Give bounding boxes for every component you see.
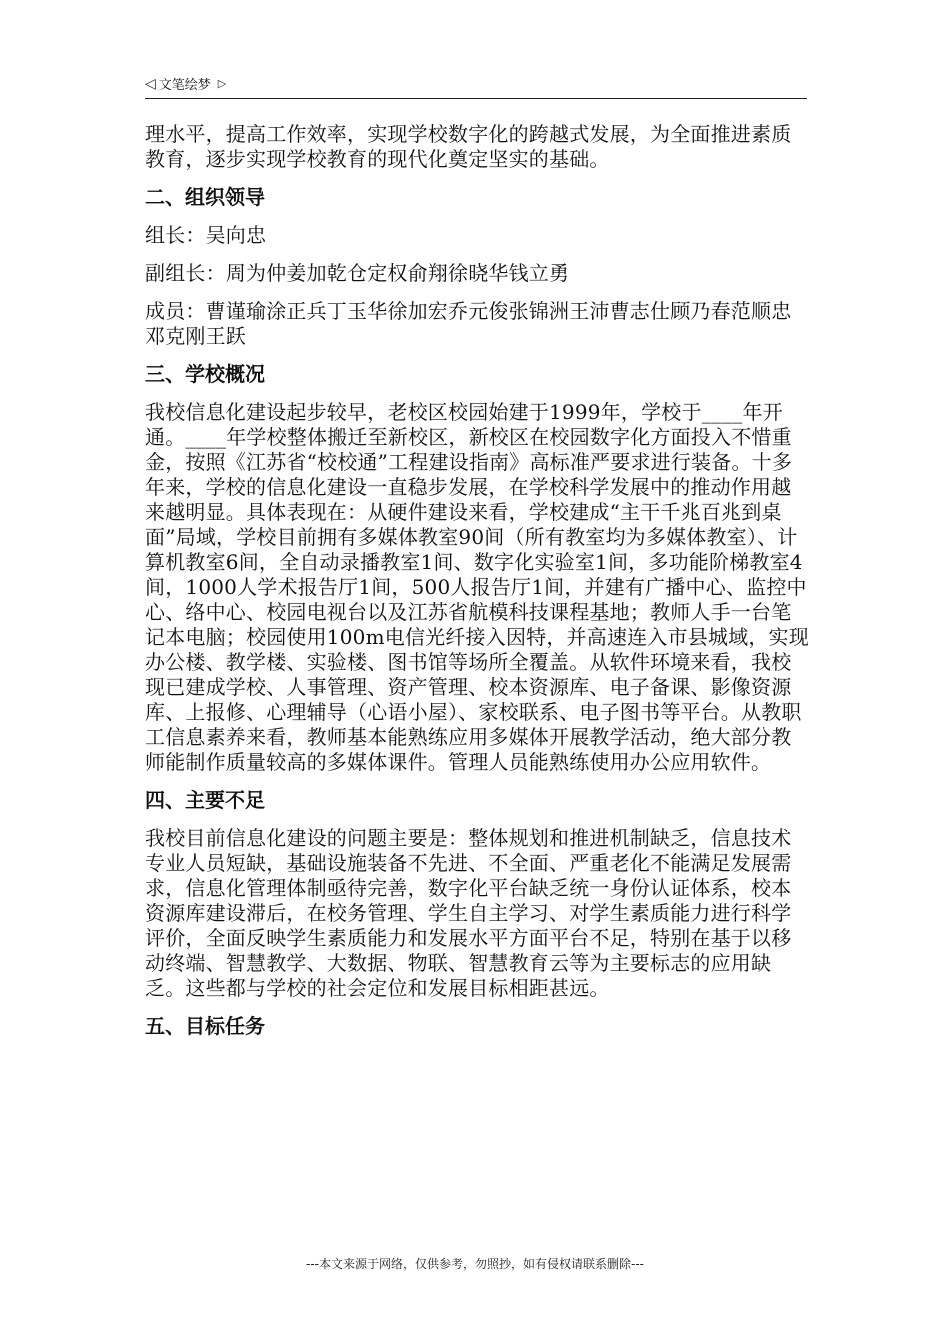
footer-disclaimer: ---本文来源于网络，仅供参考，勿照抄，如有侵权请联系删除--- xyxy=(306,1257,644,1271)
section-heading: 二、组织领导 xyxy=(145,185,265,209)
section-heading: 四、主要不足 xyxy=(145,788,265,812)
header-brand xyxy=(145,74,226,93)
triangle-right-icon: ▷ xyxy=(217,77,227,90)
paragraph: 组长：吴向忠 xyxy=(145,223,267,247)
section-heading: 五、目标任务 xyxy=(145,1014,265,1038)
paragraph: 副组长：周为仲姜加乾仓定权俞翔徐晓华钱立勇 xyxy=(145,261,570,285)
brand-text: 文笔绘梦 xyxy=(158,78,211,93)
paragraph: 理水平，提高工作效率，实现学校数字化的跨越式发展，为全面推进素质教育，逐步实现学校教育的现代化奠定坚实的基础。 xyxy=(145,122,792,171)
paragraph: 我校信息化建设起步较早，老校区校园始建于1999年，学校于____年开通。____年学校整体搬迁至新校区，新校区在校园数字化方面投入不惜重金，按照《江苏省“校校通”工程建设指南》高标准严要求进行装备。十多年来，学校的信息化建设一直稳步发展，在学校科学发展中的推动作用越来越明显。具体表现在：从硬件建设来看，学校建成“主干千兆百兆到桌面”局域，学校目前拥有多媒体教室90间（所有教室均为多媒体教室）、计算机教室6间，全自动录播教室1间、数字化实验室1间，多功能阶梯教室4间，1000人学术报告厅1间，500人报告厅1间，并建有广播中心、监控中心、络中心、校园电视台以及江苏省航模科技课程基地；教师人手一台笔记本电脑；校园使用100m电信光纤接入因特，并高速连入市县城域，实现办公楼、教学楼、实验楼、图书馆等场所全覆盖。从软件环境来看，我校现已建成学校、人事管理、资产管理、校本资源库、电子备课、影像资源库、上报修、心理辅导（心语小屋）、家校联系、电子图书等平台。从教职工信息素养来看，教师基本能熟练应用多媒体开展教学活动，绝大部分教师能制作质量较高的多媒体课件。管理人员能熟练使用办公应用软件。 xyxy=(145,400,809,774)
paragraph: 成员：曹谨瑜涂正兵丁玉华徐加宏乔元俊张锦洲王沛曹志仕顾乃春范顺忠邓克刚王跃 xyxy=(145,299,792,348)
section-heading: 三、学校概况 xyxy=(145,362,265,386)
page-header xyxy=(145,72,807,99)
triangle-left-icon: ◁ xyxy=(145,75,156,92)
document-body xyxy=(145,122,810,1052)
paragraph: 我校目前信息化建设的问题主要是：整体规划和推进机制缺乏，信息技术专业人员短缺，基础设施装备不先进、不全面、严重老化不能满足发展需求，信息化管理体制亟待完善，数字化平台缺乏统一身份认证体系，校本资源库建设滞后，在校务管理、学生自主学习、对学生素质能力进行科学评价，全面反映学生素质能力和发展水平方面平台不足，特别在基于以移动终端、智慧教学、大数据、物联、智慧教育云等为主要标志的应用缺乏。这些都与学校的社会定位和发展目标相距甚远。 xyxy=(145,826,792,1000)
